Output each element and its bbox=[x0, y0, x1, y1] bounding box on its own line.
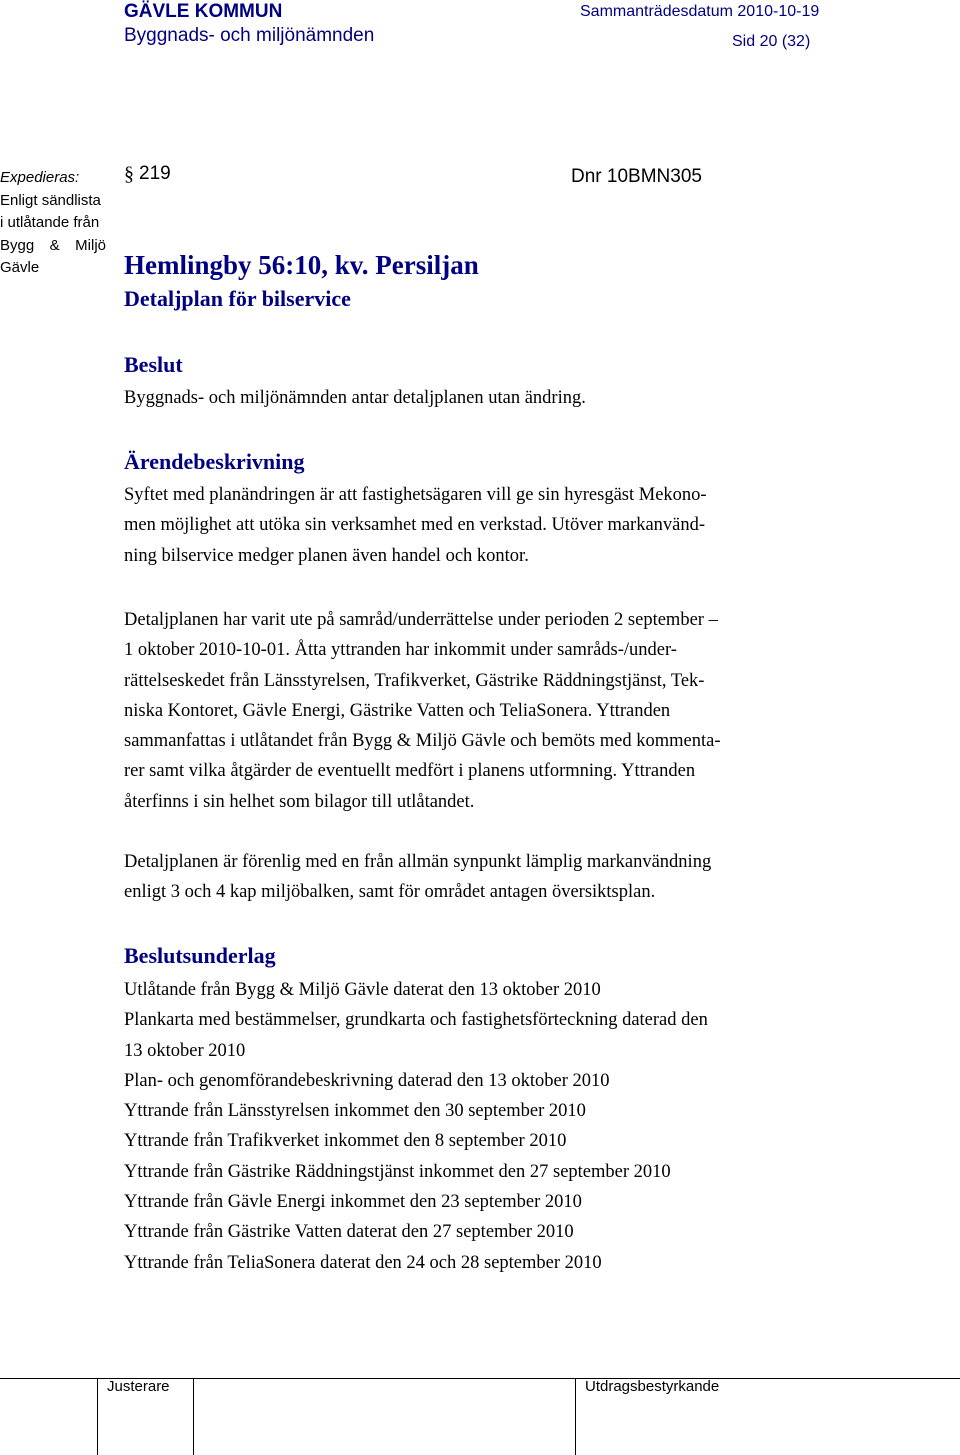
basis-item: Yttrande från Gävle Energi inkommet den 23 september 2010 bbox=[124, 1192, 582, 1213]
basis-item: Plan- och genomförandebeskrivning daterad den 13 oktober 2010 bbox=[124, 1070, 610, 1091]
basis-item: Yttrande från Gästrike Vatten daterat den 27 september 2010 bbox=[124, 1222, 574, 1243]
organization-name: GÄVLE KOMMUN bbox=[124, 1, 283, 22]
paragraph-line: 1 oktober 2010-10-01. Åtta yttranden har inkommit under samråds-/under- bbox=[124, 640, 677, 661]
distribution-label: Expedieras: bbox=[0, 169, 80, 186]
registration-number: Dnr 10BMN305 bbox=[571, 166, 702, 187]
distribution-word: Bygg bbox=[0, 236, 35, 254]
description-paragraph-1 bbox=[124, 480, 824, 571]
basis-item: Plankarta med bestämmelser, grundkarta och fastighetsförteckning daterad den bbox=[124, 1010, 708, 1031]
paragraph-line: rättelseskedet från Länsstyrelsen, Trafikverket, Gästrike Räddningstjänst, Tek- bbox=[124, 670, 705, 691]
paragraph-line: Syftet med planändringen är att fastighetsägaren vill ge sin hyresgäst Mekono- bbox=[124, 485, 707, 505]
basis-item: 13 oktober 2010 bbox=[124, 1040, 246, 1061]
distribution-word: Miljö bbox=[75, 236, 106, 254]
meeting-date: Sammanträdesdatum 2010-10-19 bbox=[580, 3, 820, 20]
paragraph-line: ning bilservice medger planen även handel och kontor. bbox=[124, 545, 529, 566]
decision-heading: Beslut bbox=[124, 352, 183, 377]
distribution-line-3 bbox=[0, 235, 106, 258]
paragraph-line: Detaljplanen har varit ute på samråd/underrättelse under perioden 2 september – bbox=[124, 610, 718, 630]
signer-label: Justerare bbox=[107, 1378, 170, 1395]
paragraph-line: rer samt vilka åtgärder de eventuellt medfört i planens utformning. Yttranden bbox=[124, 761, 696, 782]
description-heading: Ärendebeskrivning bbox=[124, 449, 305, 474]
certifier-label: Utdragsbestyrkande bbox=[585, 1378, 720, 1395]
case-title: Hemlingby 56:10, kv. Persiljan bbox=[124, 250, 479, 280]
basis-item: Yttrande från Länsstyrelsen inkommet den 30 september 2010 bbox=[124, 1101, 586, 1122]
distribution-line-2: i utlåtande från bbox=[0, 214, 100, 231]
section-number: 219 bbox=[139, 163, 171, 184]
committee-name: Byggnads- och miljönämnden bbox=[124, 25, 375, 46]
case-subtitle: Detaljplan för bilservice bbox=[124, 286, 351, 311]
description-paragraph-2 bbox=[124, 605, 824, 817]
footer-divider bbox=[193, 1378, 194, 1455]
basis-item: Yttrande från Gästrike Räddningstjänst inkommet den 27 september 2010 bbox=[124, 1161, 671, 1182]
paragraph-line: återfinns i sin helhet som bilagor till utlåtandet. bbox=[124, 791, 475, 812]
distribution-line-1: Enligt sändlista bbox=[0, 191, 101, 209]
basis-item: Yttrande från Trafikverket inkommet den 8 september 2010 bbox=[124, 1131, 567, 1152]
basis-list bbox=[124, 975, 844, 1278]
paragraph-line: sammanfattas i utlåtandet från Bygg & Miljö Gävle och bemöts med kommenta- bbox=[124, 731, 721, 752]
basis-item: Utlåtande från Bygg & Miljö Gävle daterat den 13 oktober 2010 bbox=[124, 980, 601, 1000]
description-paragraph-3 bbox=[124, 847, 824, 908]
footer-divider bbox=[97, 1378, 98, 1455]
paragraph-line: men möjlighet att utöka sin verksamhet med en verkstad. Utöver markanvänd- bbox=[124, 515, 706, 536]
distribution-line-4: Gävle bbox=[0, 259, 40, 276]
distribution-word: & bbox=[49, 236, 60, 254]
decision-text: Byggnads- och miljönämnden antar detaljplanen utan ändring. bbox=[124, 388, 586, 408]
paragraph-line: enligt 3 och 4 kap miljöbalken, samt för området antagen översiktsplan. bbox=[124, 882, 656, 903]
paragraph-line: Detaljplanen är förenlig med en från allmän synpunkt lämplig markanvändning bbox=[124, 852, 712, 872]
footer-divider bbox=[575, 1378, 576, 1455]
paragraph-line: niska Kontoret, Gävle Energi, Gästrike Vatten och TeliaSonera. Yttranden bbox=[124, 700, 671, 721]
page-number: Sid 20 (32) bbox=[732, 33, 811, 50]
section-mark: § bbox=[124, 163, 134, 185]
basis-item: Yttrande från TeliaSonera daterat den 24 och 28 september 2010 bbox=[124, 1252, 602, 1273]
distribution-block bbox=[0, 167, 106, 280]
basis-heading: Beslutsunderlag bbox=[124, 943, 276, 968]
